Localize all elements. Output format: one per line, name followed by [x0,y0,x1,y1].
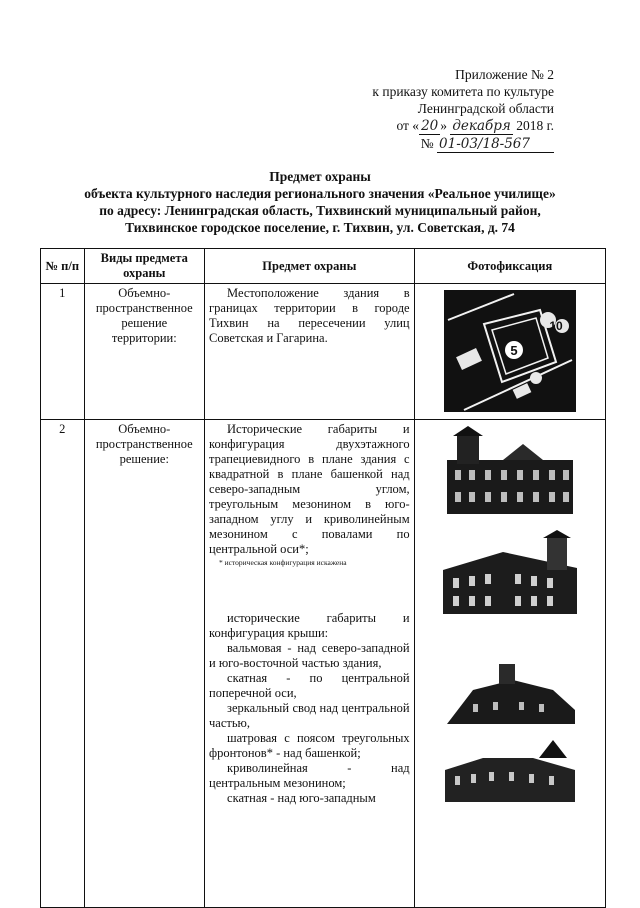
appendix-number: Приложение № 2 [455,67,554,82]
appendix-region: Ленинградской области [417,101,554,116]
row-type: Объемно-пространственное решение территории: [84,284,204,420]
building-dimensions-text: Исторические габариты и конфигурация двухэтажного трапециевидного в плане здания с квадратной в плане башенкой над северо-западным углом, треугольным мезонином в юго-западном углу и криволинейным мезонином с повалами по центральной оси*; [209,422,410,556]
handwritten-day: 20 [421,118,439,134]
map-label-10: 10 [549,319,563,333]
roof-item: скатная - по центральной поперечной оси, [209,671,410,700]
roof-photo-1 [443,660,577,726]
roof-photo-2 [443,736,577,804]
protection-subject-table [40,248,606,908]
appendix-date: от « 20 » декабря 2018 г. [396,118,554,134]
roof-intro-text: исторические габариты и конфигурация крыши: [209,611,410,640]
roof-item: криволинейная - над центральным мезонином; [209,761,410,790]
roof-item: шатровая с поясом треугольных фронтонов* - над башенкой; [209,731,410,760]
row-photo [414,420,605,908]
appendix-header [372,66,554,153]
document-title: Предмет охраны объекта культурного наследия регионального значения «Реальное училище» по адресу: Ленинградская область, Тихвинский муниципальный район, Тихвинское городское поселение, г. Тихвин, ул. Советская, д. 74 [84,169,556,235]
building-photo-2 [443,530,577,616]
map-label-5: 5 [510,343,518,358]
building-photo-1 [443,426,577,516]
header-subject: Предмет охраны [205,249,415,284]
footnote-text: * историческая конфигурация искажена [219,558,347,567]
table-row [41,420,606,908]
header-photo: Фотофиксация [414,249,605,284]
header-num: № п/п [41,249,85,284]
handwritten-month: декабря [452,118,511,134]
row-num: 2 [41,420,85,908]
table-row [41,284,606,420]
row-num: 1 [41,284,85,420]
table-header-row [41,249,606,284]
handwritten-number: 01-03/18-567 [437,136,554,153]
row-photo [414,284,605,420]
appendix-order: к приказу комитета по культуре [372,84,554,99]
row-subject: Местоположение здания в границах территории в городе Тихвин на пересечении улиц Советская и Гагарина. [205,284,415,420]
appendix-doc-number: № 01-03/18-567 [372,135,554,153]
row-type: Объемно-пространственное решение: [84,420,204,908]
site-plan-map-image [444,290,576,412]
roof-item: скатная - над юго-западным [227,791,376,805]
row-subject [205,420,415,908]
roof-item: зеркальный свод над центральной частью, [209,701,410,730]
header-type: Виды предмета охраны [84,249,204,284]
roof-item: вальмовая - над северо-западной и юго-восточной частью здания, [209,641,410,670]
